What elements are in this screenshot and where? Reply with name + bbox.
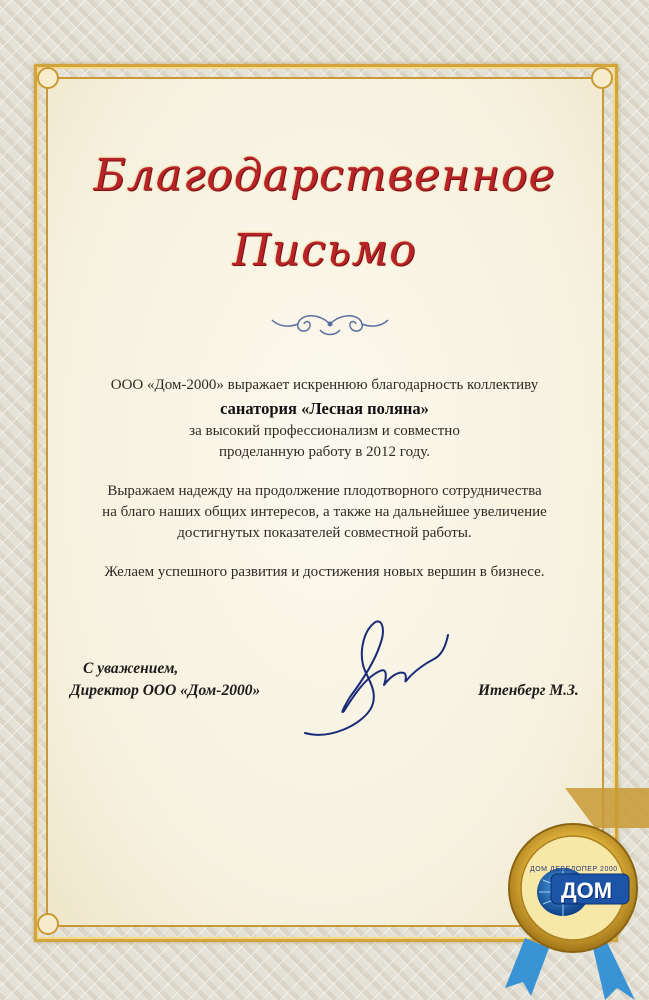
title-line-1: Благодарственное [93, 150, 556, 201]
body-line-1: ООО «Дом-2000» выражает искреннюю благодарность коллективу [110, 377, 539, 393]
frame-corner-ornament [37, 67, 59, 89]
seal-brand: ДОМ [561, 878, 613, 903]
frame-corner-ornament [591, 67, 613, 89]
body-line-6: на благо наших общих интересов, а также на дальнейшее увеличение [102, 504, 547, 520]
body-line-4: проделанную работу в 2012 году. [218, 444, 431, 460]
closing-position: Директор ООО «Дом-2000» [70, 682, 261, 699]
signer-name: Итенберг М.З. [478, 682, 579, 699]
handwritten-signature [300, 615, 470, 745]
seal-arc-text: ДОМ ДЕВЕЛОПЕР 2000 [530, 866, 618, 873]
body-line-3: за высокий профессионализм и совместно [189, 423, 460, 439]
recipient-name: санатория «Лесная поляна» [220, 399, 429, 418]
body-line-5: Выражаем надежду на продолжение плодотворного сотрудничества [107, 483, 542, 499]
body-line-7: достигнутых показателей совместной работы. [177, 525, 472, 541]
closing-regards: С уважением, [83, 660, 179, 677]
title-line-2: Письмо [232, 225, 417, 276]
body-line-8: Желаем успешного развития и достижения новых вершин в бизнесе. [104, 564, 545, 580]
flourish-ornament-icon [270, 306, 390, 342]
frame-corner-ornament [37, 913, 59, 935]
